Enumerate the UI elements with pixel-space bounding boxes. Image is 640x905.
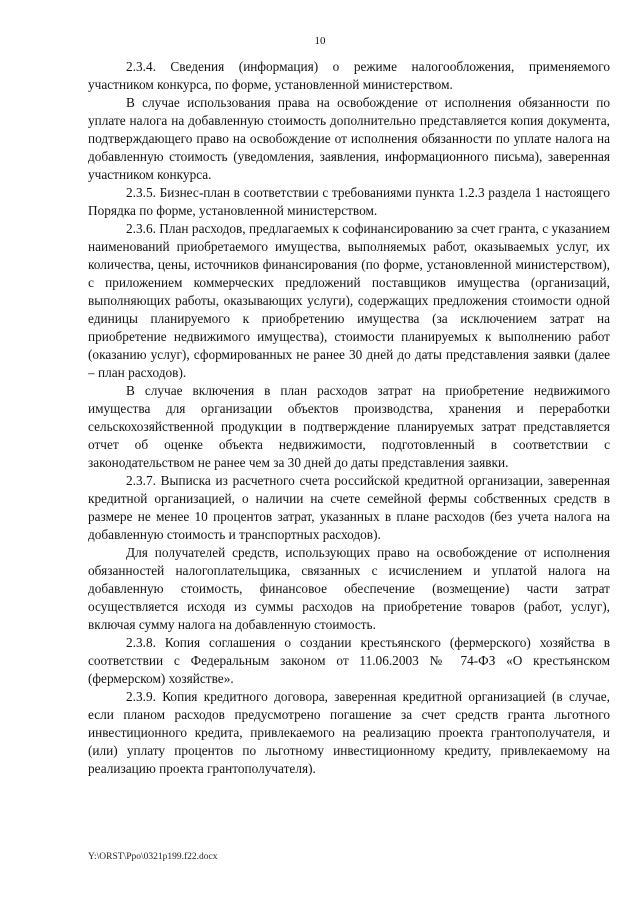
document-body xyxy=(88,58,610,778)
paragraph-2-3-9: 2.3.9. Копия кредитного договора, заверенная кредитной организацией (в случае, если планом расходов предусмотрено погашение за счет средств гранта льготного инвестиционного кредита, привлекаемого на реализацию проекта грантополучателя, и (или) уплату процентов по льготному инвестиционному кредиту, привлекаемому на реализацию проекта грантополучателя). xyxy=(88,689,610,776)
page-number: 10 xyxy=(314,35,326,47)
footer-file-path: Y:\ORST\Ppo\0321p199.f22.docx xyxy=(88,852,218,862)
paragraph-real-estate: В случае включения в план расходов затрат на приобретение недвижимого имущества для организации объектов производства, хранения и переработки сельскохозяйственной продукции в подтверждение планируемых затрат представляется отчет об оценке объекта недвижимости, подготовленный в соответствии с законодательством не ранее чем за 30 дней до даты представления заявки. xyxy=(88,383,610,470)
paragraph-2-3-7: 2.3.7. Выписка из расчетного счета российской кредитной организации, заверенная кредитной организацией, о наличии на счете семейной фермы собственных средств в размере не менее 10 процентов затрат, указанных в плане расходов (без учета налога на добавленную стоимость и транспортных расходов). xyxy=(88,473,610,542)
paragraph-2-3-6: 2.3.6. План расходов, предлагаемых к софинансированию за счет гранта, с указанием наименований приобретаемого имущества, выполняемых работ, оказываемых услуг, их количества, цены, источников финансирования (по форме, установленной министерством), с приложением коммерческих предложений поставщиков имущества (организаций, выполняющих работы, оказывающих услуги), содержащих предложения стоимости одной единицы планируемого к приобретению имущества (за исключением затрат на приобретение недвижимого имущества), стоимости планируемых к выполнению работ (оказанию услуг), сформированных не ранее 30 дней до даты представления заявки (далее – план расходов). xyxy=(88,221,610,380)
paragraph-2-3-5: 2.3.5. Бизнес-план в соответствии с требованиями пункта 1.2.3 раздела 1 настоящего Порядка по форме, установленной министерством. xyxy=(88,185,610,218)
paragraph-vat-exemption: В случае использования права на освобождение от исполнения обязанности по уплате налога на добавленную стоимость дополнительно представляется копия документа, подтверждающего право на освобождение от исполнения обязанности по уплате налога на добавленную стоимость (уведомления, заявления, информационного письма), заверенная участником конкурса. xyxy=(88,95,610,182)
paragraph-2-3-4: 2.3.4. Сведения (информация) о режиме налогообложения, применяемого участником конкурса, по форме, установленной министерством. xyxy=(88,59,610,92)
paragraph-vat-recipients: Для получателей средств, использующих право на освобождение от исполнения обязанностей налогоплательщика, связанных с исчислением и уплатой налога на добавленную стоимость, финансовое обеспечение (возмещение) части затрат осуществляется исходя из суммы расходов на приобретение товаров (работ, услуг), включая сумму налога на добавленную стоимость. xyxy=(88,545,610,632)
paragraph-2-3-8: 2.3.8. Копия соглашения о создании крестьянского (фермерского) хозяйства в соответствии с Федеральным законом от 11.06.2003 № 74-ФЗ «О крестьянском (фермерском) хозяйстве». xyxy=(88,635,610,686)
